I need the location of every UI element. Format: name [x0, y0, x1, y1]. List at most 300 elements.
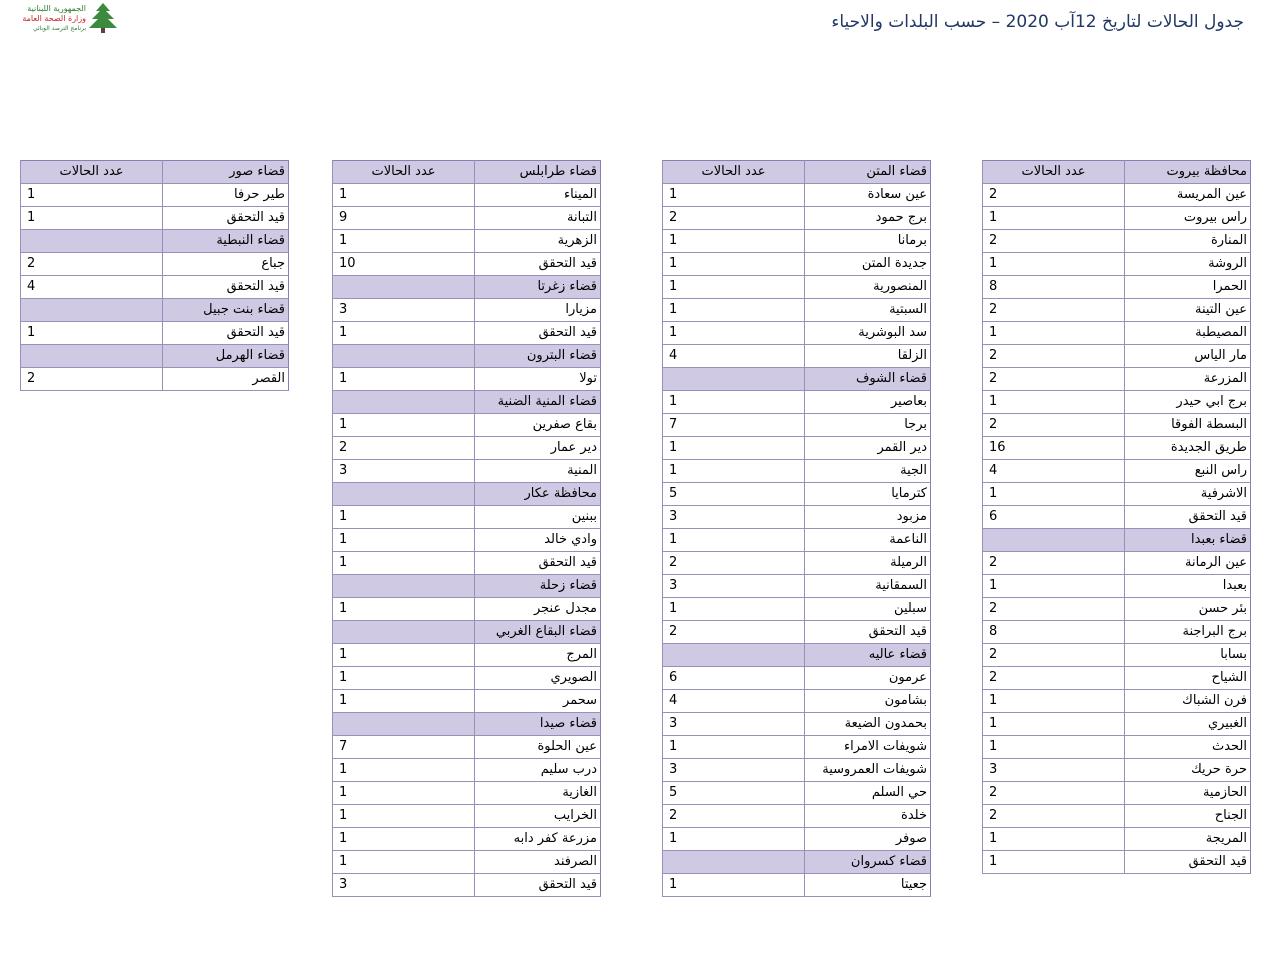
table-header-row: [21, 161, 289, 184]
case-count: 2: [983, 184, 1125, 207]
locality-name: مزرعة كفر دابه: [475, 828, 601, 851]
table-row: [663, 276, 931, 299]
table-row: [663, 828, 931, 851]
locality-name: المنصورية: [805, 276, 931, 299]
table-row: [21, 253, 289, 276]
section-label: قضاء زحلة: [475, 575, 601, 598]
section-header-row: [333, 713, 601, 736]
case-count: 2: [663, 621, 805, 644]
locality-name: كترمايا: [805, 483, 931, 506]
table-row: [663, 230, 931, 253]
locality-name: قيد التحقق: [163, 322, 289, 345]
section-header-row: [21, 345, 289, 368]
table-row: [983, 345, 1251, 368]
logo-line-1: الجمهورية اللبنانية: [27, 4, 86, 13]
locality-name: قيد التحقق: [1125, 851, 1251, 874]
locality-name: بشامون: [805, 690, 931, 713]
case-count: 4: [983, 460, 1125, 483]
section-header-row: [663, 851, 931, 874]
case-count: 2: [983, 598, 1125, 621]
section-header-row: [21, 230, 289, 253]
case-count: 6: [663, 667, 805, 690]
case-count: 1: [333, 644, 475, 667]
table-row: [333, 207, 601, 230]
count-header: عدد الحالات: [663, 161, 805, 184]
locality-name: حرة حريك: [1125, 759, 1251, 782]
table-row: [983, 437, 1251, 460]
locality-name: سد البوشرية: [805, 322, 931, 345]
section-header-row: [333, 621, 601, 644]
table-row: [333, 552, 601, 575]
table-row: [983, 575, 1251, 598]
section-count-cell: [333, 575, 475, 598]
table-row: [983, 828, 1251, 851]
case-count: 1: [333, 759, 475, 782]
case-count: 7: [663, 414, 805, 437]
table-row: [983, 299, 1251, 322]
table-row: [21, 184, 289, 207]
section-label: قضاء الهرمل: [163, 345, 289, 368]
section-label: قضاء كسروان: [805, 851, 931, 874]
case-count: 1: [663, 437, 805, 460]
case-count: 1: [663, 529, 805, 552]
case-count: 2: [663, 552, 805, 575]
cedar-tree-icon: [88, 2, 118, 34]
case-count: 1: [333, 805, 475, 828]
locality-name: قيد التحقق: [163, 207, 289, 230]
locality-name: قيد التحقق: [475, 874, 601, 897]
locality-name: راس بيروت: [1125, 207, 1251, 230]
locality-name: طريق الجديدة: [1125, 437, 1251, 460]
section-count-cell: [663, 368, 805, 391]
case-count: 1: [333, 552, 475, 575]
locality-name: السمقانية: [805, 575, 931, 598]
count-header: عدد الحالات: [333, 161, 475, 184]
count-header: عدد الحالات: [21, 161, 163, 184]
locality-name: فرن الشباك: [1125, 690, 1251, 713]
table-row: [21, 207, 289, 230]
table-row: [663, 460, 931, 483]
table-row: [983, 230, 1251, 253]
logo-line-2: وزارة الصحة العامة: [22, 14, 86, 23]
table-row: [333, 184, 601, 207]
region-header: قضاء طرابلس: [475, 161, 601, 184]
case-count: 2: [333, 437, 475, 460]
section-count-cell: [663, 644, 805, 667]
locality-name: الزلقا: [805, 345, 931, 368]
table-row: [333, 230, 601, 253]
table-row: [333, 368, 601, 391]
locality-name: المصيطبة: [1125, 322, 1251, 345]
case-count: 1: [983, 575, 1125, 598]
locality-name: عين الحلوة: [475, 736, 601, 759]
case-count: 1: [983, 851, 1125, 874]
locality-name: سحمر: [475, 690, 601, 713]
table-row: [663, 805, 931, 828]
locality-name: الميناء: [475, 184, 601, 207]
table-row: [983, 391, 1251, 414]
table-row: [983, 276, 1251, 299]
table-header-row: [983, 161, 1251, 184]
table-row: [983, 621, 1251, 644]
locality-name: وادي خالد: [475, 529, 601, 552]
locality-name: قيد التحقق: [475, 552, 601, 575]
case-count: 1: [333, 230, 475, 253]
locality-name: شويفات الامراء: [805, 736, 931, 759]
table-row: [663, 299, 931, 322]
case-count: 2: [983, 345, 1125, 368]
table-row: [663, 437, 931, 460]
locality-name: قيد التحقق: [475, 322, 601, 345]
section-count-cell: [21, 299, 163, 322]
case-count: 1: [663, 184, 805, 207]
region-header: قضاء المتن: [805, 161, 931, 184]
case-count: 5: [663, 782, 805, 805]
locality-name: الحدث: [1125, 736, 1251, 759]
table-row: [663, 483, 931, 506]
locality-name: برج ابي حيدر: [1125, 391, 1251, 414]
section-header-row: [333, 391, 601, 414]
section-count-cell: [333, 345, 475, 368]
locality-name: بسابا: [1125, 644, 1251, 667]
locality-name: الزهرية: [475, 230, 601, 253]
section-header-row: [333, 276, 601, 299]
locality-name: تولا: [475, 368, 601, 391]
table-row: [663, 598, 931, 621]
case-count: 2: [983, 368, 1125, 391]
case-count: 5: [663, 483, 805, 506]
locality-name: الصويري: [475, 667, 601, 690]
case-count: 1: [983, 253, 1125, 276]
case-count: 1: [333, 529, 475, 552]
table-header-row: [333, 161, 601, 184]
case-count: 1: [663, 828, 805, 851]
section-header-row: [21, 299, 289, 322]
table-row: [663, 207, 931, 230]
locality-name: المنارة: [1125, 230, 1251, 253]
case-count: 1: [333, 368, 475, 391]
locality-name: الشياح: [1125, 667, 1251, 690]
table-row: [983, 805, 1251, 828]
case-count: 2: [663, 805, 805, 828]
locality-name: درب سليم: [475, 759, 601, 782]
case-count: 1: [663, 736, 805, 759]
case-count: 1: [333, 506, 475, 529]
table-row: [663, 736, 931, 759]
section-count-cell: [333, 713, 475, 736]
case-count: 1: [21, 207, 163, 230]
table-row: [333, 736, 601, 759]
case-count: 1: [983, 322, 1125, 345]
table-row: [983, 184, 1251, 207]
case-count: 1: [333, 322, 475, 345]
section-label: قضاء صيدا: [475, 713, 601, 736]
locality-name: خلدة: [805, 805, 931, 828]
case-count: 1: [983, 483, 1125, 506]
table-row: [663, 552, 931, 575]
table-row: [333, 322, 601, 345]
locality-name: التبانة: [475, 207, 601, 230]
locality-name: الحازمية: [1125, 782, 1251, 805]
section-count-cell: [663, 851, 805, 874]
case-count: 1: [333, 690, 475, 713]
section-label: قضاء الشوف: [805, 368, 931, 391]
locality-name: سبلين: [805, 598, 931, 621]
section-header-row: [663, 644, 931, 667]
case-count: 10: [333, 253, 475, 276]
table-row: [983, 736, 1251, 759]
case-count: 1: [663, 460, 805, 483]
table-row: [663, 759, 931, 782]
locality-name: بعبدا: [1125, 575, 1251, 598]
table-row: [333, 414, 601, 437]
case-count: 2: [983, 230, 1125, 253]
tripoli-cases-table: [332, 160, 601, 897]
case-count: 4: [663, 690, 805, 713]
case-count: 4: [663, 345, 805, 368]
case-count: 2: [983, 299, 1125, 322]
section-count-cell: [983, 529, 1125, 552]
locality-name: جعيتا: [805, 874, 931, 897]
locality-name: بقاع صفرين: [475, 414, 601, 437]
table-row: [983, 414, 1251, 437]
case-count: 1: [663, 253, 805, 276]
table-row: [983, 552, 1251, 575]
logo-line-3: برنامج الترصد الوبائي: [32, 25, 86, 32]
table-row: [983, 759, 1251, 782]
section-header-row: [333, 575, 601, 598]
section-header-row: [333, 483, 601, 506]
table-row: [983, 253, 1251, 276]
case-count: 2: [663, 207, 805, 230]
table-row: [663, 345, 931, 368]
table-row: [333, 299, 601, 322]
locality-name: قيد التحقق: [163, 276, 289, 299]
case-count: 1: [663, 299, 805, 322]
case-count: 2: [983, 644, 1125, 667]
case-count: 3: [333, 460, 475, 483]
table-row: [21, 276, 289, 299]
table-row: [983, 713, 1251, 736]
table-row: [663, 529, 931, 552]
locality-name: القصر: [163, 368, 289, 391]
table-row: [663, 253, 931, 276]
locality-name: برج البراجنة: [1125, 621, 1251, 644]
table-row: [983, 322, 1251, 345]
locality-name: طير حرفا: [163, 184, 289, 207]
ministry-logo: [8, 2, 118, 36]
locality-name: جديدة المتن: [805, 253, 931, 276]
case-count: 1: [663, 276, 805, 299]
case-count: 1: [21, 322, 163, 345]
section-count-cell: [333, 621, 475, 644]
locality-name: ببنين: [475, 506, 601, 529]
beirut-cases-table: [982, 160, 1251, 874]
table-row: [983, 207, 1251, 230]
locality-name: شويفات العمروسية: [805, 759, 931, 782]
case-count: 1: [983, 713, 1125, 736]
case-count: 1: [333, 828, 475, 851]
locality-name: عين الرمانة: [1125, 552, 1251, 575]
case-count: 2: [983, 414, 1125, 437]
case-count: 1: [983, 690, 1125, 713]
table-row: [333, 598, 601, 621]
case-count: 3: [663, 759, 805, 782]
locality-name: برج حمود: [805, 207, 931, 230]
table-row: [333, 506, 601, 529]
case-count: 9: [333, 207, 475, 230]
case-count: 1: [333, 782, 475, 805]
locality-name: قيد التحقق: [475, 253, 601, 276]
section-label: قضاء النبطية: [163, 230, 289, 253]
locality-name: الجناح: [1125, 805, 1251, 828]
table-row: [983, 368, 1251, 391]
locality-name: راس النبع: [1125, 460, 1251, 483]
table-row: [663, 414, 931, 437]
table-row: [333, 667, 601, 690]
table-row: [983, 851, 1251, 874]
case-count: 1: [663, 230, 805, 253]
case-count: 8: [983, 621, 1125, 644]
case-count: 1: [983, 828, 1125, 851]
locality-name: السبتية: [805, 299, 931, 322]
table-row: [983, 460, 1251, 483]
section-count-cell: [333, 276, 475, 299]
locality-name: البسطة الفوقا: [1125, 414, 1251, 437]
locality-name: الغازية: [475, 782, 601, 805]
locality-name: المزرعة: [1125, 368, 1251, 391]
locality-name: الصرفند: [475, 851, 601, 874]
locality-name: الجية: [805, 460, 931, 483]
table-row: [663, 621, 931, 644]
case-count: 3: [663, 506, 805, 529]
table-row: [333, 529, 601, 552]
table-row: [983, 483, 1251, 506]
locality-name: الخرايب: [475, 805, 601, 828]
locality-name: بحمدون الضيعة: [805, 713, 931, 736]
table-row: [333, 851, 601, 874]
table-row: [663, 690, 931, 713]
table-row: [333, 759, 601, 782]
locality-name: الحمرا: [1125, 276, 1251, 299]
metn-cases-table: [662, 160, 931, 897]
logo-text: [8, 4, 86, 33]
table-header-row: [663, 161, 931, 184]
case-count: 1: [663, 322, 805, 345]
section-header-row: [983, 529, 1251, 552]
table-row: [21, 322, 289, 345]
locality-name: الغبيري: [1125, 713, 1251, 736]
table-row: [663, 667, 931, 690]
section-label: قضاء البترون: [475, 345, 601, 368]
table-row: [983, 667, 1251, 690]
locality-name: عين سعادة: [805, 184, 931, 207]
locality-name: عرمون: [805, 667, 931, 690]
section-count-cell: [333, 483, 475, 506]
case-count: 1: [663, 874, 805, 897]
case-count: 2: [21, 368, 163, 391]
case-count: 2: [983, 552, 1125, 575]
locality-name: الناعمة: [805, 529, 931, 552]
table-row: [21, 368, 289, 391]
case-count: 1: [21, 184, 163, 207]
case-count: 1: [663, 598, 805, 621]
case-count: 1: [663, 391, 805, 414]
section-label: قضاء بعبدا: [1125, 529, 1251, 552]
locality-name: المريجة: [1125, 828, 1251, 851]
table-row: [663, 874, 931, 897]
table-row: [663, 322, 931, 345]
table-row: [663, 184, 931, 207]
locality-name: مزبود: [805, 506, 931, 529]
table-row: [333, 805, 601, 828]
case-count: 1: [983, 736, 1125, 759]
locality-name: جباع: [163, 253, 289, 276]
section-label: قضاء زغرتا: [475, 276, 601, 299]
locality-name: الرميلة: [805, 552, 931, 575]
locality-name: قيد التحقق: [1125, 506, 1251, 529]
case-count: 1: [333, 414, 475, 437]
table-row: [663, 391, 931, 414]
case-count: 1: [333, 598, 475, 621]
locality-name: صوفر: [805, 828, 931, 851]
table-row: [333, 874, 601, 897]
case-count: 1: [333, 667, 475, 690]
case-count: 7: [333, 736, 475, 759]
table-row: [983, 644, 1251, 667]
section-count-cell: [333, 391, 475, 414]
locality-name: حي السلم: [805, 782, 931, 805]
locality-name: عين المريسة: [1125, 184, 1251, 207]
locality-name: برجا: [805, 414, 931, 437]
case-count: 3: [663, 575, 805, 598]
region-header: قضاء صور: [163, 161, 289, 184]
tyre-cases-table: [20, 160, 289, 391]
locality-name: الروشة: [1125, 253, 1251, 276]
case-count: 2: [983, 782, 1125, 805]
locality-name: المرج: [475, 644, 601, 667]
case-count: 8: [983, 276, 1125, 299]
table-row: [333, 782, 601, 805]
section-header-row: [663, 368, 931, 391]
table-row: [333, 644, 601, 667]
locality-name: بئر حسن: [1125, 598, 1251, 621]
case-count: 16: [983, 437, 1125, 460]
section-count-cell: [21, 230, 163, 253]
case-count: 1: [333, 184, 475, 207]
table-row: [333, 690, 601, 713]
locality-name: مزيارا: [475, 299, 601, 322]
case-count: 3: [663, 713, 805, 736]
table-row: [663, 782, 931, 805]
case-count: 2: [21, 253, 163, 276]
locality-name: دير القمر: [805, 437, 931, 460]
section-label: قضاء المنية الضنية: [475, 391, 601, 414]
case-count: 2: [983, 805, 1125, 828]
table-row: [333, 828, 601, 851]
case-count: 2: [983, 667, 1125, 690]
locality-name: مار الياس: [1125, 345, 1251, 368]
section-label: قضاء البقاع الغربي: [475, 621, 601, 644]
region-header: محافظة بيروت: [1125, 161, 1251, 184]
case-count: 3: [983, 759, 1125, 782]
case-count: 6: [983, 506, 1125, 529]
locality-name: قيد التحقق: [805, 621, 931, 644]
table-row: [983, 506, 1251, 529]
table-row: [663, 506, 931, 529]
case-count: 3: [333, 299, 475, 322]
section-count-cell: [21, 345, 163, 368]
